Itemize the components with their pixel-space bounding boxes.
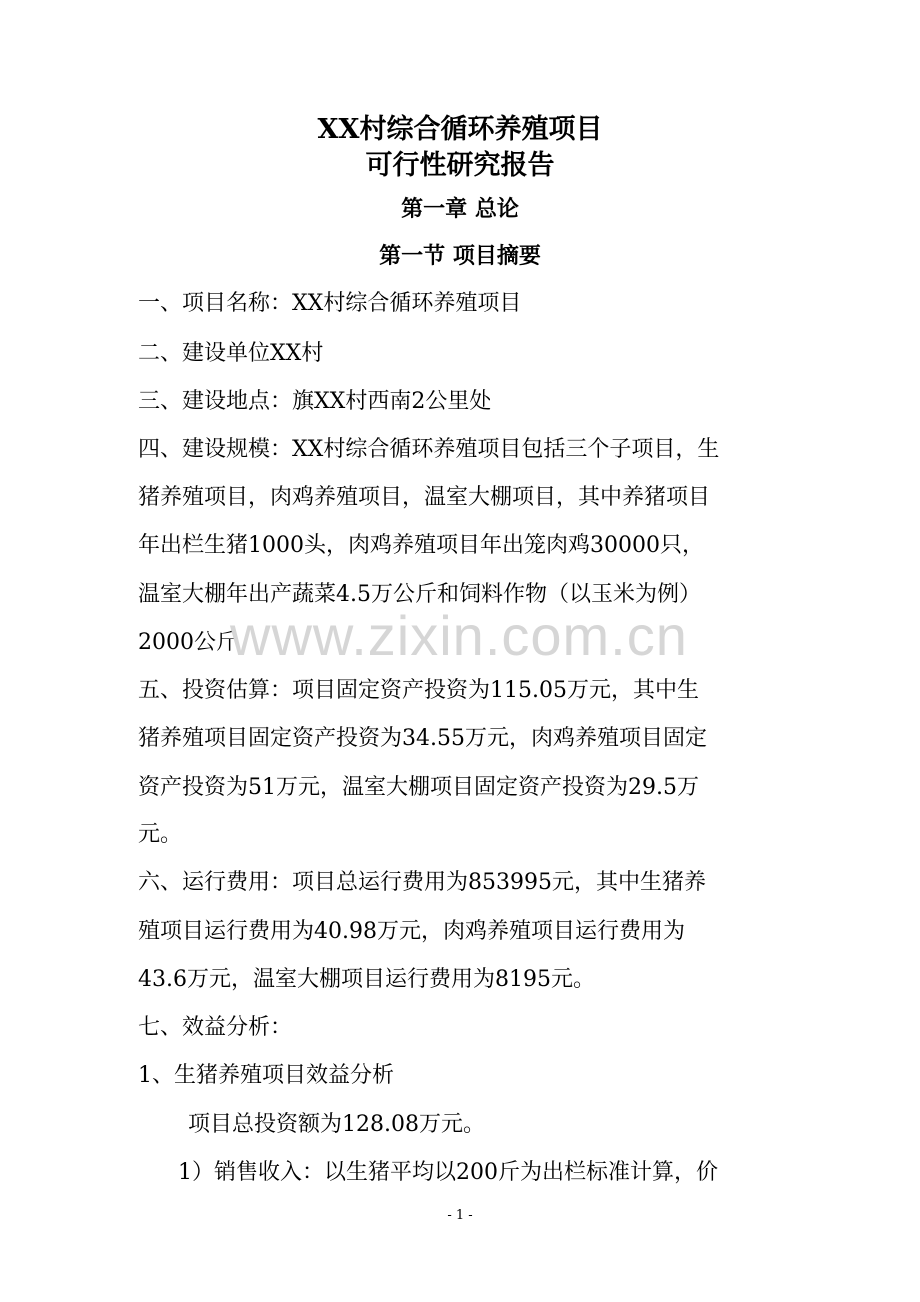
page-number: - 1 - [447,1208,473,1223]
body-line: 六、运行费用：项目总运行费用为853995元，其中生猪养 [138,870,706,895]
body-line: 1、生猪养殖项目效益分析 [138,1063,394,1088]
body-line: 猪养殖项目，肉鸡养殖项目，温室大棚项目，其中养猪项目 [138,485,711,510]
body-line: 43.6万元，温室大棚项目运行费用为8195元。 [138,967,595,992]
body-line: 2000公斤 [138,630,238,655]
body-line: 殖项目运行费用为40.98万元，肉鸡养殖项目运行费用为 [138,919,685,944]
body-line: 元。 [138,822,183,847]
body-line: 三、建设地点：旗XX村西南2公里处 [138,389,492,414]
body-line: 七、效益分析： [138,1015,293,1040]
document-title-line1: XX村综合循环养殖项目 [317,114,603,145]
chapter-heading: 第一章 总论 [401,196,519,222]
body-line: 一、项目名称：XX村综合循环养殖项目 [138,291,522,316]
section-heading: 第一节 项目摘要 [379,243,541,269]
body-line: 温室大棚年出产蔬菜4.5万公斤和饲料作物（以玉米为例） [138,582,701,607]
body-line-indented: 1）销售收入：以生猪平均以200斤为出栏标准计算，价 [178,1160,718,1185]
document-title-line2: 可行性研究报告 [365,150,555,181]
body-line-indented: 项目总投资额为128.08万元。 [188,1112,485,1137]
body-line: 年出栏生猪1000头，肉鸡养殖项目年出笼肉鸡30000只， [138,533,704,558]
body-line: 猪养殖项目固定资产投资为34.55万元，肉鸡养殖项目固定 [138,726,707,751]
body-line: 二、建设单位XX村 [138,341,324,366]
body-line: 五、投资估算：项目固定资产投资为115.05万元，其中生 [138,678,699,703]
body-line: 四、建设规模：XX村综合循环养殖项目包括三个子项目，生 [138,437,720,462]
body-line: 资产投资为51万元，温室大棚项目固定资产投资为29.5万 [138,775,699,800]
watermark: www.zixin.com.cn [230,604,688,667]
